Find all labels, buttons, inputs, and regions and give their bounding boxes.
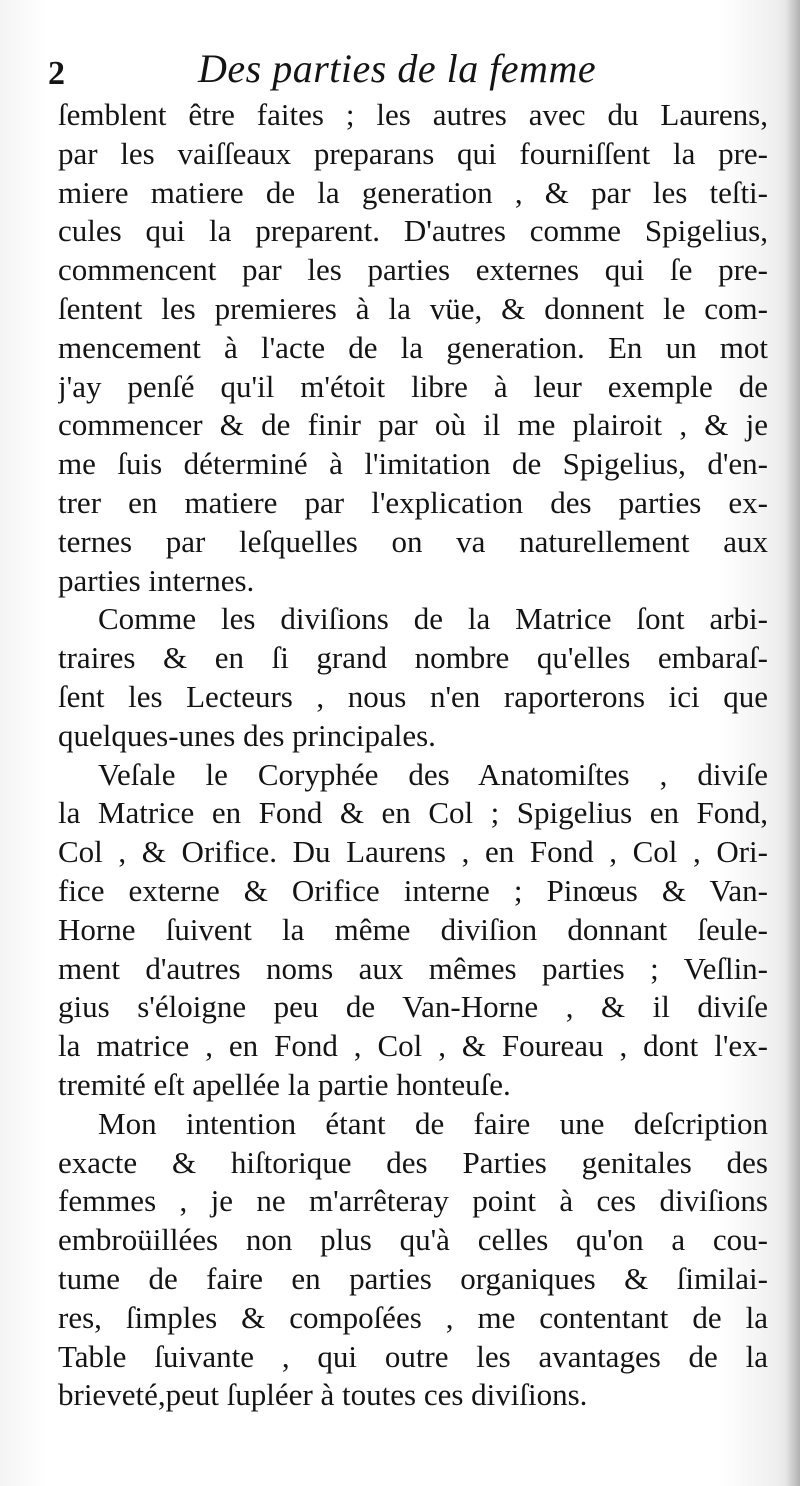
text-line: gius s'éloigne peu de Van-Horne , & il diviſe: [58, 989, 768, 1025]
text-line: ment d'autres noms aux mêmes parties ; Veſlin-: [58, 950, 768, 986]
text-line: Comme les diviſions de la Matrice ſont arbi-: [98, 601, 768, 637]
text-line: mencement à l'acte de la generation. En un mot: [58, 329, 768, 365]
text-line: tume de faire en parties organiques & ſimilai-: [58, 1260, 768, 1296]
text-line: j'ay penſé qu'il m'étoit libre à leur exemple de: [58, 368, 768, 404]
page-number: 2: [48, 55, 65, 92]
text-line: tremité eſt apellée la partie honteuſe.: [58, 1066, 511, 1102]
running-head: [48, 40, 768, 100]
text-line: Horne ſuivent la même diviſion donnant ſeule-: [58, 911, 768, 947]
text-line: brieveté,peut ſupléer à toutes ces diviſions.: [58, 1377, 588, 1413]
text-line: la matrice , en Fond , Col , & Foureau , dont l'ex-: [58, 1028, 768, 1064]
text-line: trer en matiere par l'explication des parties ex-: [58, 484, 768, 520]
text-line: ſentent les premieres à la vüe, & donnent le com-: [58, 290, 768, 326]
text-line: me ſuis déterminé à l'imitation de Spigelius, d'en-: [58, 446, 768, 482]
text-line: ſent les Lecteurs , nous n'en raporterons ici que: [58, 678, 768, 714]
text-line: Table ſuivante , qui outre les avantages de la: [58, 1338, 768, 1374]
text-line: traires & en ſi grand nombre qu'elles embaraſ-: [58, 640, 768, 676]
text-line: par les vaiſſeaux preparans qui fourniſſent la pre-: [58, 135, 768, 171]
text-line: ſemblent être faites ; les autres avec du Laurens,: [58, 97, 768, 132]
text-line: fice externe & Orifice interne ; Pinœus & Van-: [58, 872, 768, 908]
text-line: femmes , je ne m'arrêteray point à ces diviſions: [58, 1183, 768, 1219]
text-line: parties internes.: [58, 562, 255, 598]
running-title: Des parties de la femme: [198, 46, 597, 91]
text-line: Col , & Orifice. Du Laurens , en Fond , Col , Ori-: [58, 834, 768, 870]
text-line: commencent par les parties externes qui ſe pre-: [58, 252, 768, 288]
text-line: la Matrice en Fond & en Col ; Spigelius en Fond,: [58, 795, 768, 831]
text-line: cules qui la preparent. D'autres comme Spigelius,: [58, 213, 768, 249]
text-line: quelques-unes des principales.: [58, 717, 436, 753]
text-line: miere matiere de la generation , & par les teſti-: [58, 174, 768, 210]
text-line: commencer & de finir par où il me plairoit , & je: [58, 407, 768, 443]
text-body: [58, 96, 768, 1415]
text-line: ternes par leſquelles on va naturellement aux: [58, 523, 768, 559]
text-line: res, ſimples & compoſées , me contentant de la: [58, 1299, 768, 1335]
text-line: Mon intention étant de faire une deſcription: [98, 1105, 768, 1141]
text-line: exacte & hiſtorique des Parties genitales des: [58, 1144, 768, 1180]
text-line: embroüillées non plus qu'à celles qu'on a cou-: [58, 1222, 768, 1258]
text-line: Veſale le Coryphée des Anatomiſtes , diviſe: [98, 756, 768, 792]
page-edge-shadow: [786, 0, 800, 1486]
